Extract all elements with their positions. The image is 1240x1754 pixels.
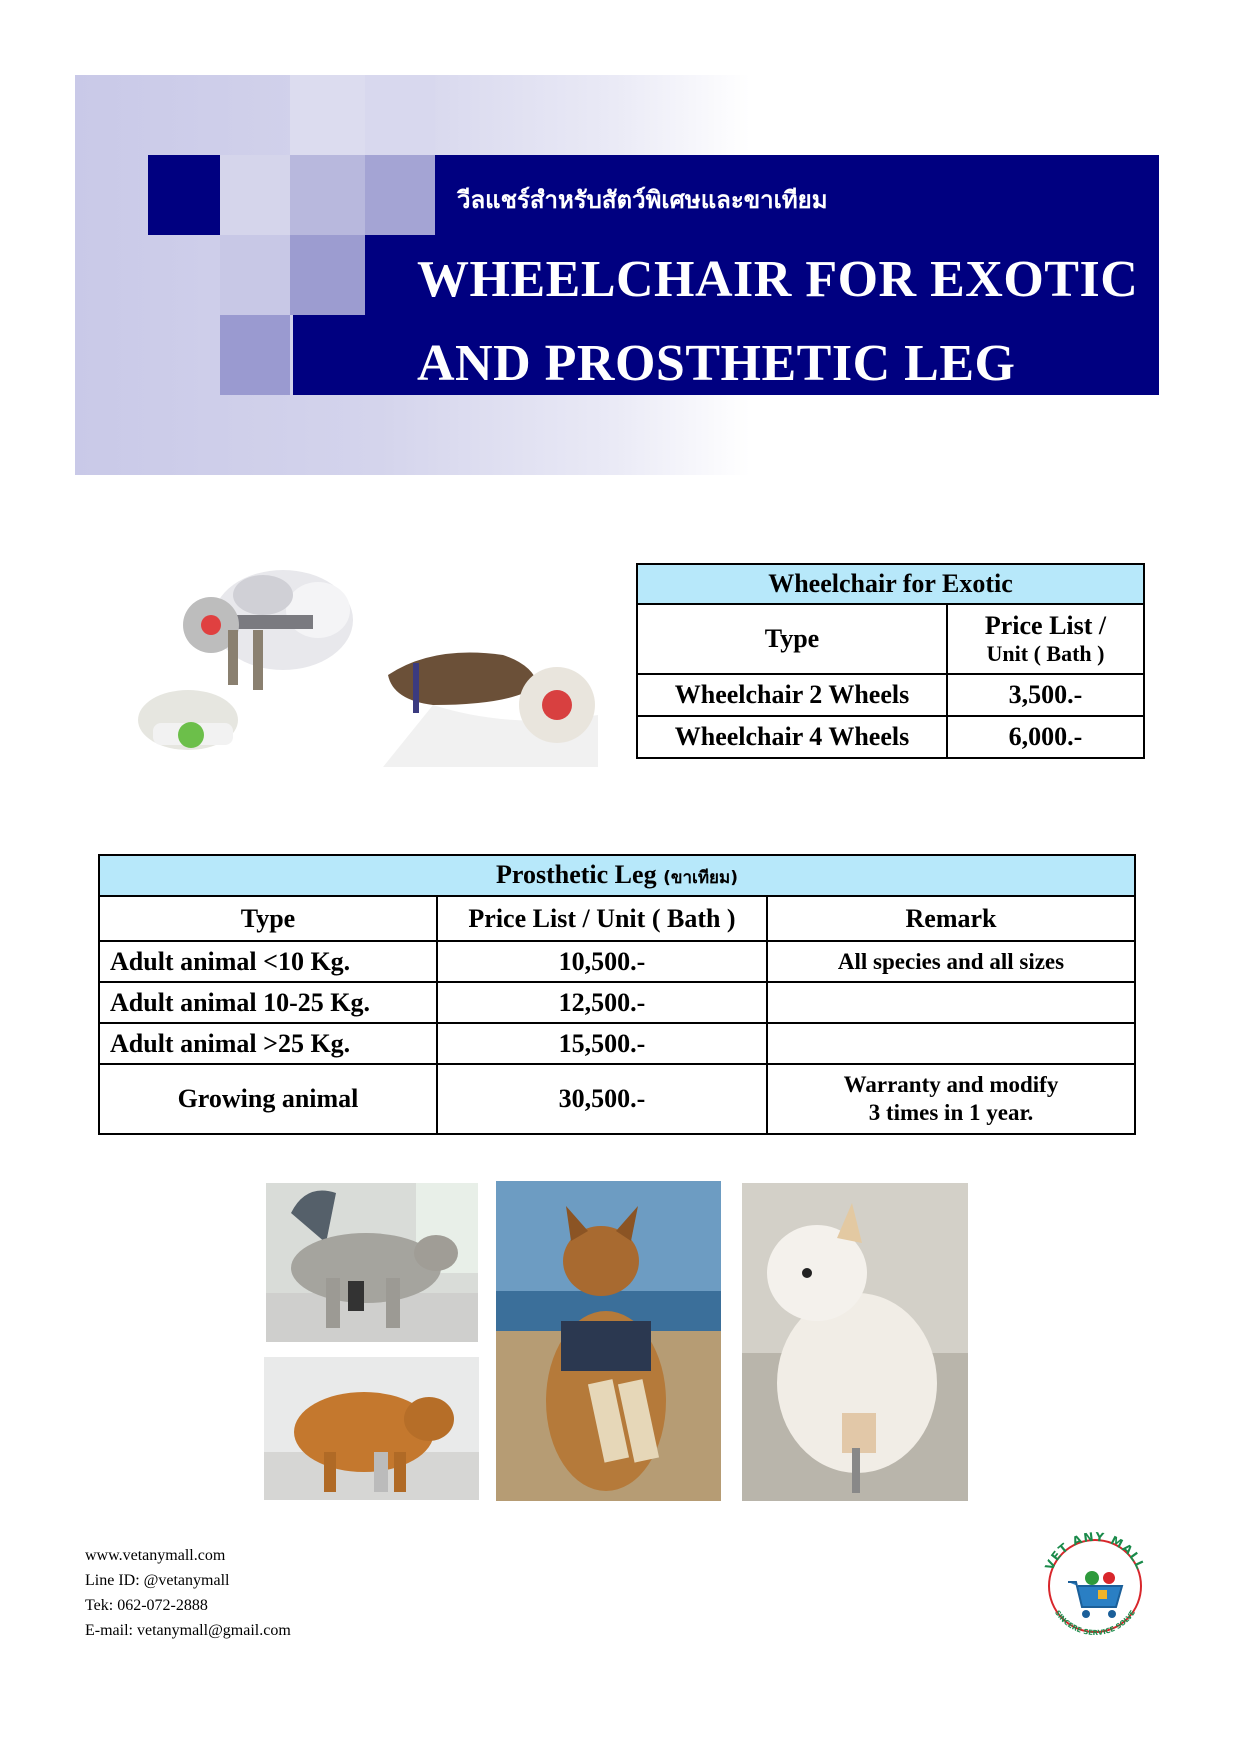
exotic-wheelchair-photo (133, 555, 598, 767)
banner-square-dark (148, 155, 220, 235)
table-row (637, 716, 1144, 758)
column-header-price (947, 604, 1144, 674)
banner-square (220, 155, 290, 235)
row-remark (767, 1023, 1135, 1064)
table-row (99, 982, 1135, 1023)
table-title: Wheelchair for Exotic (637, 564, 1144, 604)
banner-square (290, 75, 365, 155)
banner-square (220, 315, 290, 395)
price-header-line-2: Unit ( Bath ) (986, 641, 1105, 666)
table-row (637, 674, 1144, 716)
title-line-2: AND PROSTHETIC LEG (417, 335, 1016, 392)
table-row (99, 941, 1135, 982)
dog-photo-golden (264, 1357, 479, 1500)
row-type: Growing animal (99, 1064, 437, 1134)
price-header-line-1: Price List / (984, 611, 1107, 640)
page-title (417, 238, 1138, 406)
dog-photo-white (742, 1183, 968, 1501)
wheelchair-price-table (636, 563, 1145, 759)
row-price: 6,000.- (947, 716, 1144, 758)
contact-info (85, 1543, 291, 1643)
banner-square (290, 235, 365, 315)
row-remark (767, 1064, 1135, 1134)
row-price: 30,500.- (437, 1064, 767, 1134)
logo-top-text: VET ANY MALL (1042, 1529, 1148, 1573)
column-header-type: Type (637, 604, 947, 674)
contact-email: E-mail: vetanymall@gmail.com (85, 1622, 291, 1639)
row-type: Adult animal >25 Kg. (99, 1023, 437, 1064)
row-type: Adult animal <10 Kg. (99, 941, 437, 982)
row-price: 10,500.- (437, 941, 767, 982)
row-type: Adult animal 10-25 Kg. (99, 982, 437, 1023)
table-title-row (637, 564, 1144, 604)
banner-square (365, 155, 435, 235)
remark-line-2: 3 times in 1 year. (868, 1100, 1034, 1125)
contact-line-id: Line ID: @vetanymall (85, 1572, 230, 1589)
svg-text:SINCERE SERVICE SOLVE (1053, 1609, 1137, 1637)
logo-bottom-text: SINCERE SERVICE SOLVE (1053, 1608, 1137, 1638)
table-header-row (637, 604, 1144, 674)
dog-photo-beach (496, 1181, 721, 1501)
row-price: 12,500.- (437, 982, 767, 1023)
row-remark (767, 982, 1135, 1023)
row-type: Wheelchair 4 Wheels (637, 716, 947, 758)
column-header-price: Price List / Unit ( Bath ) (437, 896, 767, 941)
banner-square (365, 75, 435, 155)
contact-website: www.vetanymall.com (85, 1547, 226, 1564)
table-title-thai: (ขาเทียม) (663, 868, 738, 888)
table-row (99, 1023, 1135, 1064)
dog-photo-grey (266, 1183, 478, 1342)
row-price: 3,500.- (947, 674, 1144, 716)
prosthetic-price-table (98, 854, 1136, 1135)
remark-line-1: Warranty and modify (843, 1072, 1059, 1097)
table-title-text: Prosthetic Leg (496, 860, 657, 889)
table-title-row (99, 855, 1135, 896)
table-row (99, 1064, 1135, 1134)
column-header-remark: Remark (767, 896, 1135, 941)
banner-square (290, 155, 365, 235)
banner-square (220, 235, 290, 315)
row-price: 15,500.- (437, 1023, 767, 1064)
column-header-type: Type (99, 896, 437, 941)
title-line-1: WHEELCHAIR FOR EXOTIC (417, 251, 1139, 308)
table-title (99, 855, 1135, 896)
vet-any-mall-logo (1034, 1522, 1156, 1644)
thai-title: วีลแชร์สำหรับสัตว์พิเศษและขาเทียม (457, 186, 828, 214)
row-type: Wheelchair 2 Wheels (637, 674, 947, 716)
table-header-row (99, 896, 1135, 941)
svg-text:VET ANY MALL (1042, 1530, 1147, 1573)
contact-tel: Tek: 062-072-2888 (85, 1597, 208, 1614)
row-remark: All species and all sizes (767, 941, 1135, 982)
